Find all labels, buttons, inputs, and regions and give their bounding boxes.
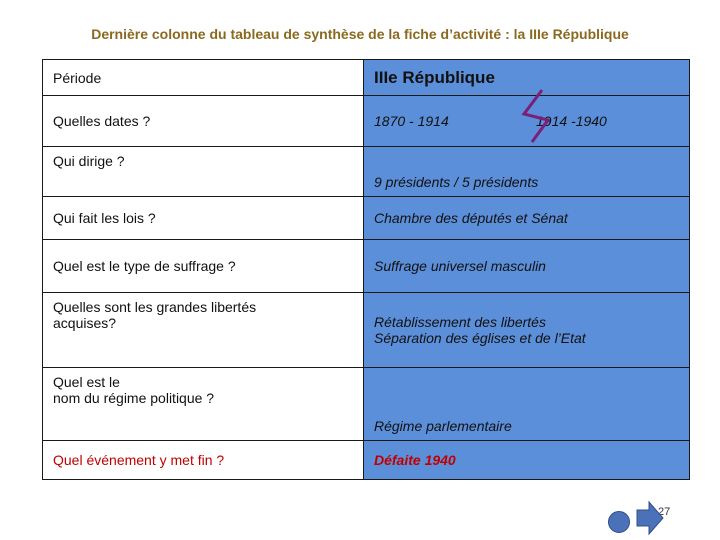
synthesis-table — [42, 59, 690, 480]
question-cell: Quel événement y met fin ? — [43, 441, 364, 480]
question-cell — [43, 293, 364, 368]
question-cell: Période — [43, 60, 364, 96]
nav-circle-icon[interactable] — [608, 511, 630, 533]
question-line: Quel est le — [53, 374, 120, 390]
question-line: Quelles sont les grandes libertés — [53, 299, 257, 315]
answer-cell: Défaite 1940 — [364, 441, 690, 480]
question-cell: Quel est le type de suffrage ? — [43, 240, 364, 293]
table-row — [43, 293, 690, 368]
answer-cell: Chambre des députés et Sénat — [364, 197, 690, 240]
answer-cell: Régime parlementaire — [364, 368, 690, 441]
lightning-split-mark — [518, 88, 554, 144]
answer-cell: IIIe République — [364, 60, 690, 96]
question-cell: Quelles dates ? — [43, 96, 364, 147]
question-line: nom du régime politique ? — [53, 390, 215, 406]
answer-cell: 9 présidents / 5 présidents — [364, 147, 690, 197]
table-row — [43, 96, 690, 147]
answer-cell — [364, 293, 690, 368]
answer-line: Rétablissement des libertés — [374, 314, 546, 330]
question-cell: Qui fait les lois ? — [43, 197, 364, 240]
table-row — [43, 368, 690, 441]
nav-forward-arrow-icon[interactable] — [635, 500, 665, 536]
slide-title: Dernière colonne du tableau de synthèse de la fiche d’activité : la IIIe République — [91, 26, 629, 42]
page-number: 27 — [658, 506, 671, 518]
table-row — [43, 60, 690, 96]
question-line: acquises? — [53, 315, 117, 331]
table-row — [43, 441, 690, 480]
dates-first-period: 1870 - 1914 — [374, 113, 449, 129]
question-cell — [43, 368, 364, 441]
answer-cell: Suffrage universel masculin — [364, 240, 690, 293]
answer-line: Séparation des églises et de l’Etat — [374, 330, 586, 346]
table-row — [43, 240, 690, 293]
table-row — [43, 197, 690, 240]
dates-second-period: 1914 -1940 — [536, 113, 607, 129]
table-row — [43, 147, 690, 197]
question-cell: Qui dirige ? — [43, 147, 364, 197]
